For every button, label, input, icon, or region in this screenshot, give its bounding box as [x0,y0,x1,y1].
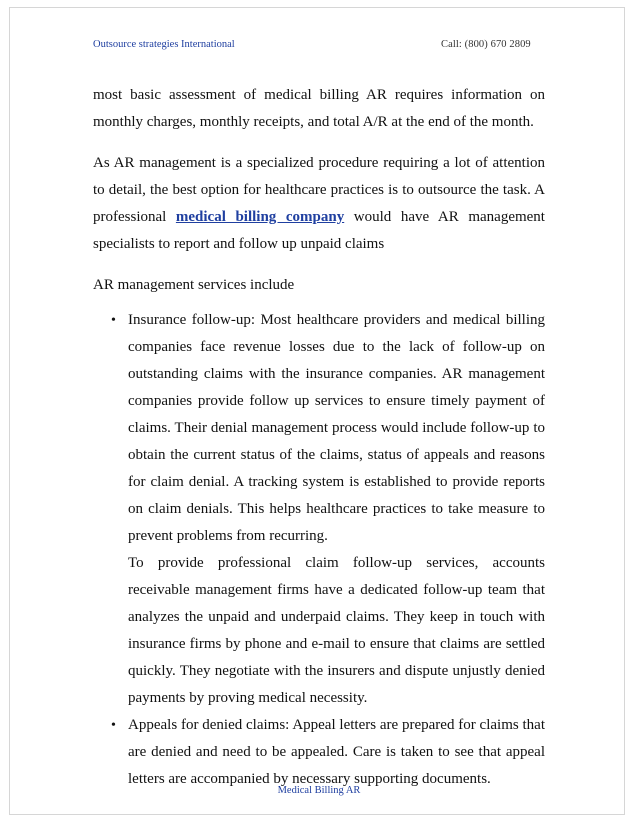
document-body [93,82,545,793]
bullet-icon: • [111,718,116,733]
list-item [93,712,545,793]
paragraph-1: most basic assessment of medical billing AR requires information on monthly charges, monthly receipts, and total A/R at the end of the month. [93,87,545,130]
header-company-name: Outsource strategies International [93,39,235,50]
paragraph-2 [93,150,545,258]
bullet-icon: • [111,313,116,328]
list-item [93,307,545,712]
paragraph-3: AR management services include [93,277,295,293]
footer-title: Medical Billing AR [277,785,361,796]
list-item-text: Insurance follow-up: Most healthcare providers and medical billing companies face revenue losses due to the lack of follow-up on outstanding claims with the insurance companies. AR management companies provide follow up services to ensure timely payment of claims. Their denial management process would include follow-up to obtain the current status of the claims, status of appeals and reasons for claim denial. A tracking system is established to provide reports on claim denials. This helps healthcare practices to take measure to prevent problems from recurring. [128,312,545,544]
medical-billing-company-link[interactable]: medical billing company [175,209,345,225]
header-phone: Call: (800) 670 2809 [441,39,531,50]
list-item-text: Appeals for denied claims: Appeal letters are prepared for claims that are denied and need to be appealed. Care is taken to see that appeal letters are accompanied by necessary supporting documents. [128,717,545,787]
list-item-continuation: To provide professional claim follow-up services, accounts receivable management firms have a dedicated follow-up team that analyzes the unpaid and underpaid claims. They keep in touch with insurance firms by phone and e-mail to ensure that claims are settled quickly. They negotiate with the insurers and dispute unjustly denied payments by proving medical necessity. [128,555,545,706]
paragraph-2-text-end: would have AR management specialists to report and follow up unpaid claims [93,209,545,252]
paragraph-2-text-start: As AR management is a specialized procedure requiring a lot of attention to detail, the best option for healthcare practices is to outsource the task. A professional [93,155,545,225]
services-list [93,307,545,793]
